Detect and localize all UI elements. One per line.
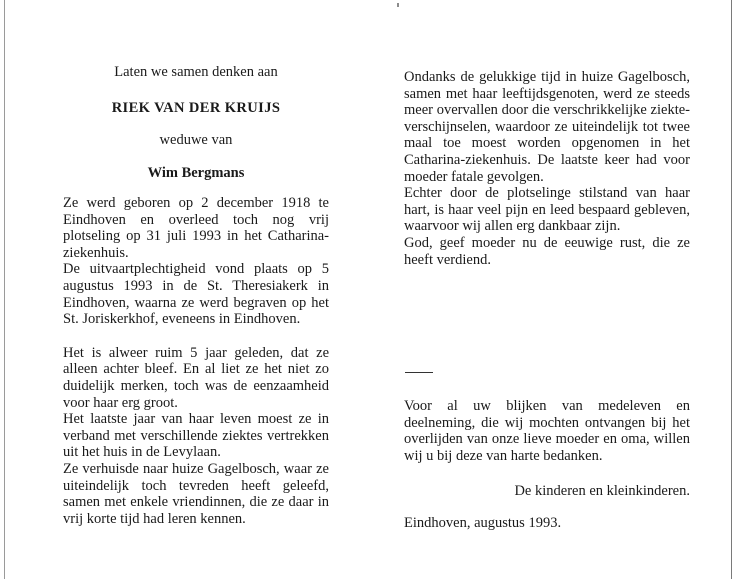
intro-line: Laten we samen denken aan (114, 64, 278, 80)
move-paragraph: Ze verhuisde naar huize Gagelbosch, waar ze uiteindelijk toch tevreden heeft geleefd, samen met enkele vriendinnen, die ze daar in vrij korte tijd had leren kennen. (63, 460, 329, 527)
funeral-paragraph: De uitvaartplechtigheid vond plaats op 5 augustus 1993 in de St. Theresiakerk in Eindhoven, waarna ze werd begraven op het St. Joriskerkhof, eveneens in Eindhoven. (63, 261, 329, 328)
paragraph-gap (63, 328, 329, 345)
relation-line: weduwe van (159, 132, 233, 148)
thanks-paragraph: Voor al uw blijken van medeleven en deelneming, die wij mochten ontvangen bij het overlijden van onze lieve moeder en oma, willen wij u bij deze van harte bedanken. (404, 398, 690, 464)
prayer-paragraph: God, geef moeder nu de eeuwige rust, die ze heeft verdiend. (404, 234, 690, 268)
illness-paragraph: Ondanks de gelukkige tijd in huize Gagelbosch, samen met haar leeftijdsgenoten, werd ze steeds meer overvallen door die verschrikkelijke ziekte-verschijnselen, waardoor ze uiteindelijk tot twee maal toe moest worden opgenomen in het Catharina-ziekenhuis. De laatste keer had voor moeder fatale gevolgen. (404, 69, 690, 185)
right-text-column (404, 69, 690, 268)
birth-death-paragraph: Ze werd geboren op 2 december 1918 te Eindhoven en overleed toch nog vrij plotseling op 31 juli 1993 in het Catharina-ziekenhuis. (63, 195, 329, 261)
card-fold-edge (731, 0, 732, 579)
heart-paragraph: Echter door de plotselinge stilstand van haar hart, is haar veel pijn en leed bespaard gebleven, waarvoor wij allen erg dankbaar zijn. (404, 185, 690, 235)
print-speck (397, 3, 399, 7)
card-left-edge (4, 0, 5, 579)
loneliness-paragraph: Het is alweer ruim 5 jaar geleden, dat ze alleen achter bleef. En al liet ze het niet zo duidelijk merken, toch was de eenzaamheid voor haar erg groot. (63, 344, 329, 411)
spouse-name: Wim Bergmans (147, 165, 245, 181)
place-date-line: Eindhoven, augustus 1993. (404, 515, 562, 531)
deceased-name: RIEK VAN DER KRUIJS (111, 100, 281, 116)
section-divider (405, 372, 433, 373)
last-year-paragraph: Het laatste jaar van haar leven moest ze in verband met verschillende ziektes vertrekken uit het huis in de Levylaan. (63, 411, 329, 461)
left-text-column (63, 195, 329, 527)
family-signature: De kinderen en kleinkinderen. (514, 483, 690, 499)
